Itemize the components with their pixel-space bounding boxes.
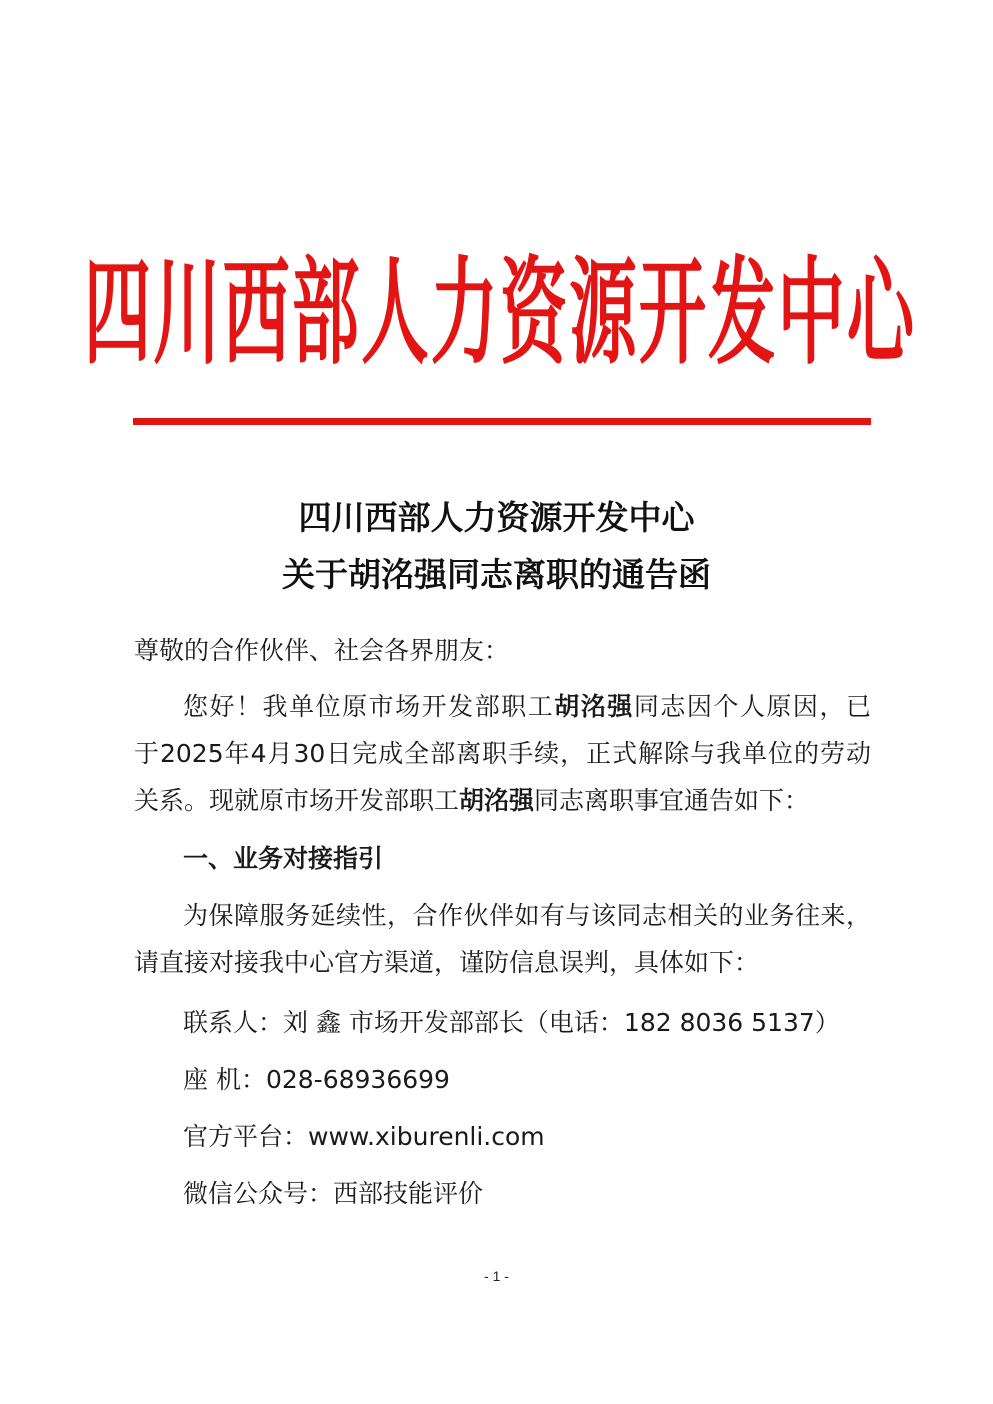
intro-line-1-suffix: 同志因个人原因，已	[633, 692, 871, 721]
intro-line-3	[134, 784, 809, 818]
page-number: - 1 -	[484, 1268, 509, 1284]
contact-person-row	[183, 1006, 840, 1040]
landline-label: 座 机：	[183, 1065, 266, 1094]
platform-row	[183, 1120, 545, 1154]
contact-person-label: 联系人：	[183, 1008, 284, 1037]
contact-person-value: 刘 鑫 市场开发部部长（电话：182 8036 5137）	[283, 1008, 840, 1037]
wechat-row	[183, 1177, 483, 1211]
letterhead-red-rule	[133, 418, 871, 425]
letterhead	[83, 232, 917, 380]
employee-name-repeat: 胡洺强	[459, 786, 535, 815]
intro-line-3-prefix: 关系。现就原市场开发部职工	[134, 786, 460, 815]
section1-para-line-1: 为保障服务延续性，合作伙伴如有与该同志相关的业务往来，	[183, 901, 871, 930]
wechat-value: 西部技能评价	[333, 1179, 484, 1208]
letterhead-org-name: 四川西部人力资源开发中心	[83, 243, 917, 380]
intro-line-3-suffix: 同志离职事宜通告如下：	[534, 786, 810, 815]
salutation: 尊敬的合作伙伴、社会各界朋友：	[134, 636, 510, 665]
intro-line-1	[183, 690, 871, 724]
wechat-label: 微信公众号：	[183, 1179, 334, 1208]
intro-line-2: 于2025年4月30日完成全部离职手续，正式解除与我单位的劳动	[134, 739, 871, 768]
section-heading-business-guide: 一、业务对接指引	[183, 844, 384, 873]
section1-para-line-2: 请直接对接我中心官方渠道，谨防信息误判，具体如下：	[134, 948, 760, 977]
employee-name: 胡洺强	[554, 692, 634, 721]
document-title-line-2: 关于胡洺强同志离职的通告函	[282, 555, 711, 594]
platform-label: 官方平台：	[183, 1122, 309, 1151]
landline-value: 028-68936699	[265, 1065, 450, 1094]
document-title-line-1: 四川西部人力资源开发中心	[298, 498, 695, 537]
platform-value: www.xiburenli.com	[308, 1122, 545, 1151]
intro-line-1-prefix: 您好！我单位原市场开发部职工	[183, 692, 555, 721]
landline-row	[183, 1063, 450, 1097]
